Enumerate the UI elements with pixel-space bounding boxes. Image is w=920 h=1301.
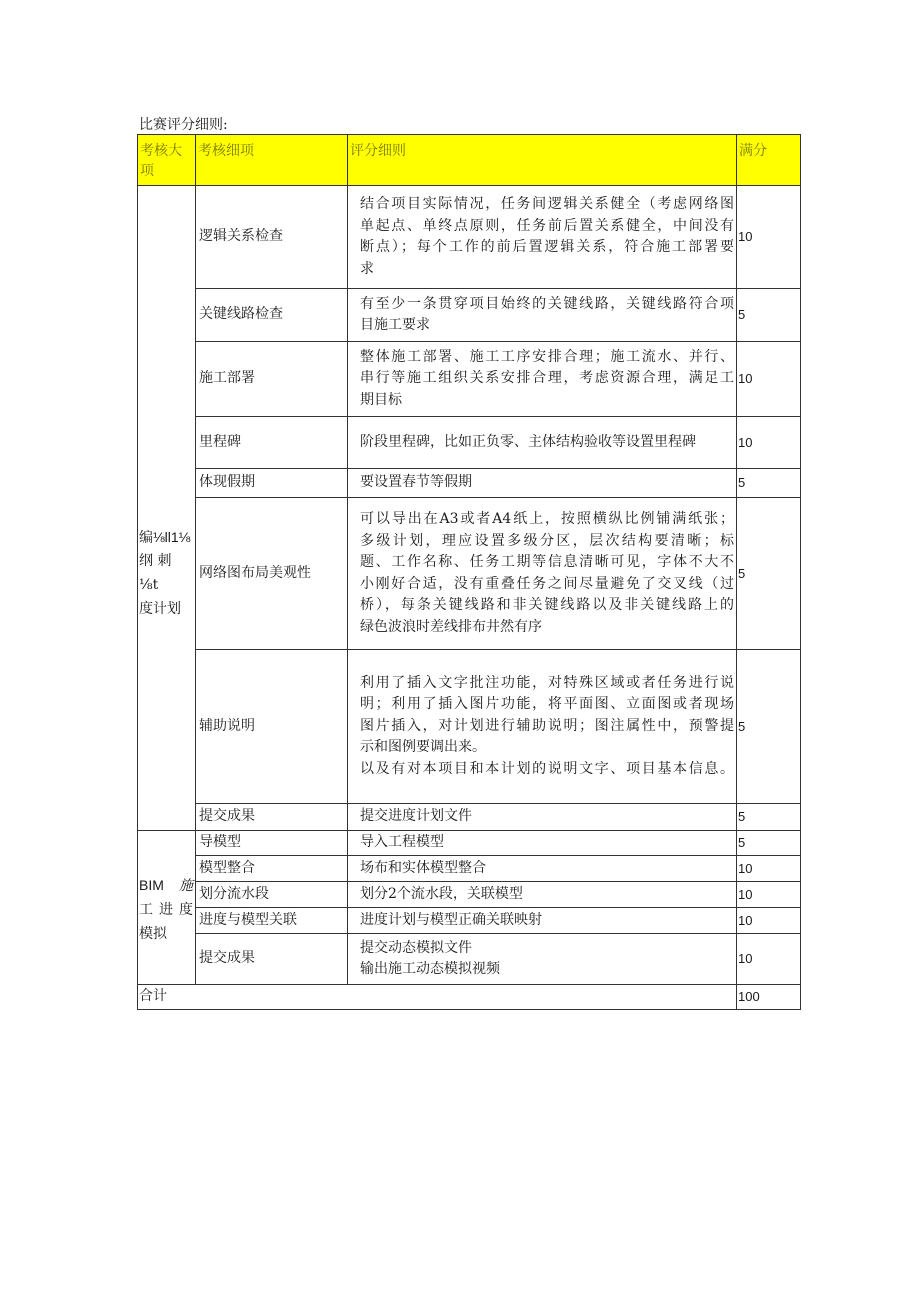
score-cell: 5 (737, 804, 801, 831)
score-cell: 10 (737, 908, 801, 934)
table-header-row (138, 135, 801, 186)
detail-cell: 提交动态模拟文件 输出施工动态模拟视频 (348, 934, 737, 985)
table-row (138, 882, 801, 908)
score-cell: 10 (737, 186, 801, 289)
category-line: 模拟 (139, 926, 167, 942)
item-cell: 辅助说明 (196, 650, 348, 804)
header-item: 考核细项 (196, 135, 348, 186)
total-row (138, 985, 801, 1010)
item-cell: 进度与模型关联 (196, 908, 348, 934)
detail-cell: 阶段里程碑，比如正负零、主体结构验收等设置里程碑 (348, 417, 737, 469)
header-score: 满分 (737, 135, 801, 186)
table-row (138, 934, 801, 985)
detail-cell: 场布和实体模型整合 (348, 856, 737, 882)
category-bim (138, 831, 196, 985)
score-cell: 10 (737, 417, 801, 469)
score-cell: 5 (737, 498, 801, 650)
table-row (138, 856, 801, 882)
total-score: 100 (737, 985, 801, 1010)
score-cell: 10 (737, 342, 801, 417)
detail-cell: 有至少一条贯穿项目始终的关键线路，关键线路符合项 目施工要求 (348, 289, 737, 342)
detail-cell: 进度计划与模型正确关联映射 (348, 908, 737, 934)
item-cell: 提交成果 (196, 934, 348, 985)
category-line: BIM 施 (139, 877, 193, 894)
item-cell: 关键线路检查 (196, 289, 348, 342)
detail-cell: 提交进度计划文件 (348, 804, 737, 831)
category-line: 编⅛ll1⅛ (139, 529, 191, 545)
detail-cell: 划分2个流水段，关联模型 (348, 882, 737, 908)
item-cell: 逻辑关系检查 (196, 186, 348, 289)
table-row (138, 498, 801, 650)
score-cell: 5 (737, 469, 801, 498)
score-cell: 5 (737, 831, 801, 856)
detail-cell: 导入工程模型 (348, 831, 737, 856)
score-cell: 10 (737, 882, 801, 908)
header-category: 考核大项 (138, 135, 196, 186)
score-cell: 5 (737, 650, 801, 804)
table-row (138, 342, 801, 417)
category-line: 纲 刺 ⅛t (139, 553, 172, 593)
score-cell: 10 (737, 934, 801, 985)
table-row (138, 417, 801, 469)
score-cell: 5 (737, 289, 801, 342)
score-cell: 10 (737, 856, 801, 882)
item-cell: 体现假期 (196, 469, 348, 498)
item-cell: 里程碑 (196, 417, 348, 469)
total-label: 合计 (138, 985, 737, 1010)
detail-cell: 要设置春节等假期 (348, 469, 737, 498)
header-detail: 评分细则 (348, 135, 737, 186)
detail-cell: 结合项目实际情况，任务间逻辑关系健全（考虑网络图 单起点、单终点原则，任务前后置关系健全，中间没有 断点）；每个工作的前后置逻辑关系，符合施工部署要 求 (348, 186, 737, 289)
page-caption: 比赛评分细则: (139, 117, 228, 133)
item-cell: 导模型 (196, 831, 348, 856)
table-row (138, 186, 801, 289)
item-cell: 模型整合 (196, 856, 348, 882)
table-row (138, 469, 801, 498)
detail-cell: 整体施工部署、施工工序安排合理；施工流水、并行、 串行等施工组织关系安排合理，考虑资源合理，满足工 期目标 (348, 342, 737, 417)
item-cell: 提交成果 (196, 804, 348, 831)
table-row (138, 289, 801, 342)
detail-cell: 可以导出在A3或者A4纸上，按照横纵比例铺满纸张； 多级计划，理应设置多级分区，层次结构要清晰；标 题、工作名称、任务工期等信息清晰可见，字体不大不 小刚好合适，没有重叠任务之间尽量避免了交叉线（过 桥），每条关键线路和非关键线路以及非关键线路上的 绿色波浪时差线排布井然有序 (348, 498, 737, 650)
detail-cell: 利用了插入文字批注功能，对特殊区域或者任务进行说 明；利用了插入图片功能，将平面图、立面图或者现场 图片插入，对计划进行辅助说明；图注属性中，预警提 示和图例要调出来。 以及有对本项目和本计划的说明文字、项目基本信息。 (348, 650, 737, 804)
table-row (138, 831, 801, 856)
item-cell: 网络图布局美观性 (196, 498, 348, 650)
category-line: 工 进 度 (139, 902, 193, 918)
category-schedule (138, 186, 196, 831)
category-line: 度计划 (139, 601, 181, 617)
item-cell: 划分流水段 (196, 882, 348, 908)
item-cell: 施工部署 (196, 342, 348, 417)
table-row (138, 908, 801, 934)
scoring-table (137, 134, 801, 1010)
table-row (138, 804, 801, 831)
table-row (138, 650, 801, 804)
